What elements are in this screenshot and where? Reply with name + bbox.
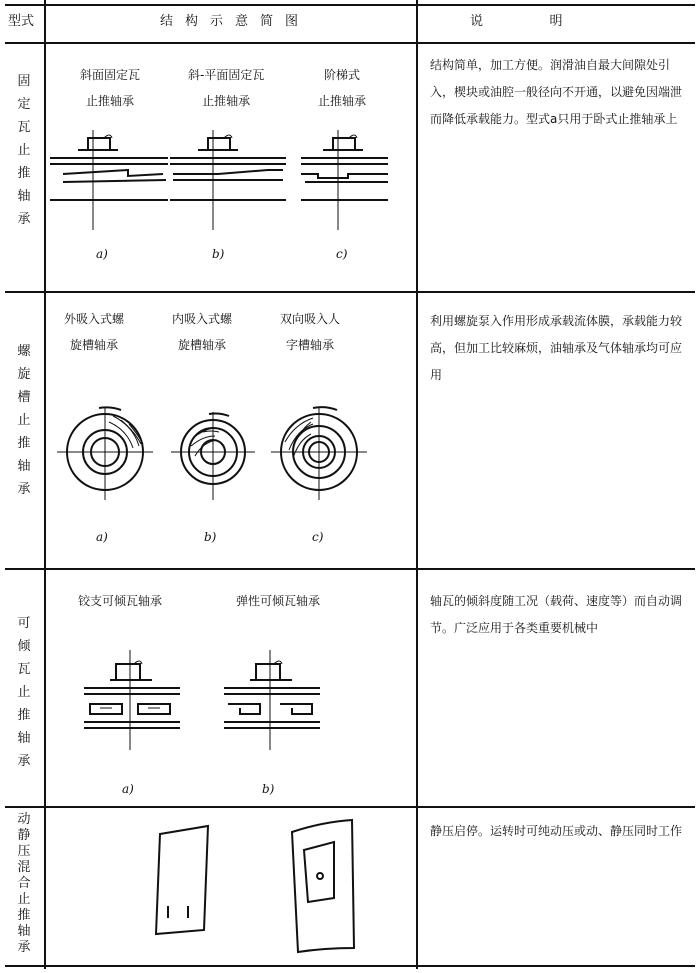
elastic-tilting-pad-diagram-b: [224, 650, 320, 750]
row1-sub-a: a): [96, 247, 108, 261]
row1-label-c: 阶梯式 止推轴承: [318, 68, 367, 108]
row1-description: 结构简单，加工方便。润滑油自最大间隙处引入，楔块或油腔一般径向不开通，以避免因端泄而降低承载能力。型式a只用于卧式止推轴承上: [430, 58, 683, 126]
col-rule-2: [416, 0, 418, 969]
row3-diagrams: [80, 650, 330, 760]
row1-sub-c: c): [336, 247, 348, 261]
row4-description: 静压启停。运转时可纯动压或动、静压同时工作: [430, 824, 683, 838]
header-explanation: 说 明: [470, 14, 573, 29]
row3-sub-b: b): [262, 782, 275, 796]
row3-type: 可倾瓦止推轴承: [17, 616, 31, 769]
row2-type: 螺旋槽止推轴承: [17, 344, 31, 497]
inner-spiral-groove-diagram-b: [171, 412, 255, 500]
row1-label-b: 斜-平面固定瓦 止推轴承: [188, 68, 265, 108]
fixed-pad-diagram-b: [170, 130, 286, 230]
row3-sub-a: a): [122, 782, 134, 796]
row3-description: 轴瓦的倾斜度随工况（载荷、速度等）而自动调节。广泛应用于各类重要机械中: [430, 594, 683, 635]
row2-label-a: 外吸入式螺 旋槽轴承: [64, 312, 125, 352]
row2-diagrams: [55, 405, 375, 505]
row1-sub-b: b): [212, 247, 225, 261]
row2-sub-c: c): [312, 530, 324, 544]
hybrid-pad-diagram-2: [292, 820, 354, 952]
row-rule-1: [5, 291, 695, 293]
row2-sub-a: a): [96, 530, 108, 544]
fixed-pad-diagram-a: [50, 130, 168, 230]
table-bottom-rule: [5, 965, 695, 967]
row1-label-a: 斜面固定瓦 止推轴承: [80, 68, 141, 108]
table-top-rule: [5, 4, 695, 6]
row4-type: 动静压混合止推轴承: [17, 812, 31, 955]
header-diagram: 结构示意简图: [160, 14, 311, 29]
row1-diagrams: [48, 130, 408, 240]
pivot-tilting-pad-diagram-a: [84, 650, 180, 750]
header-type: 型式: [8, 14, 35, 29]
col-rule-1: [44, 0, 46, 969]
row2-description: 利用螺旋泵入作用形成承载流体膜，承载能力较高，但加工比较麻烦，油轴承及气体轴承均可应用: [430, 314, 683, 382]
row1-type: 固定瓦止推轴承: [17, 74, 31, 227]
row4-diagrams: [150, 820, 370, 960]
row-rule-2: [5, 568, 695, 570]
hybrid-pad-diagram-1: [156, 826, 208, 934]
row2-label-b: 内吸入式螺 旋槽轴承: [172, 312, 233, 352]
row2-sub-b: b): [204, 530, 217, 544]
herringbone-groove-diagram-c: [271, 407, 367, 500]
row-rule-3: [5, 806, 695, 808]
row3-label-b: 弹性可倾瓦轴承: [236, 594, 321, 608]
step-pad-diagram-c: [301, 130, 388, 230]
row2-label-c: 双向吸入人 字槽轴承: [280, 312, 341, 352]
header-rule: [5, 42, 695, 44]
outer-spiral-groove-diagram-a: [57, 407, 153, 500]
row3-label-a: 铰支可倾瓦轴承: [78, 594, 163, 608]
